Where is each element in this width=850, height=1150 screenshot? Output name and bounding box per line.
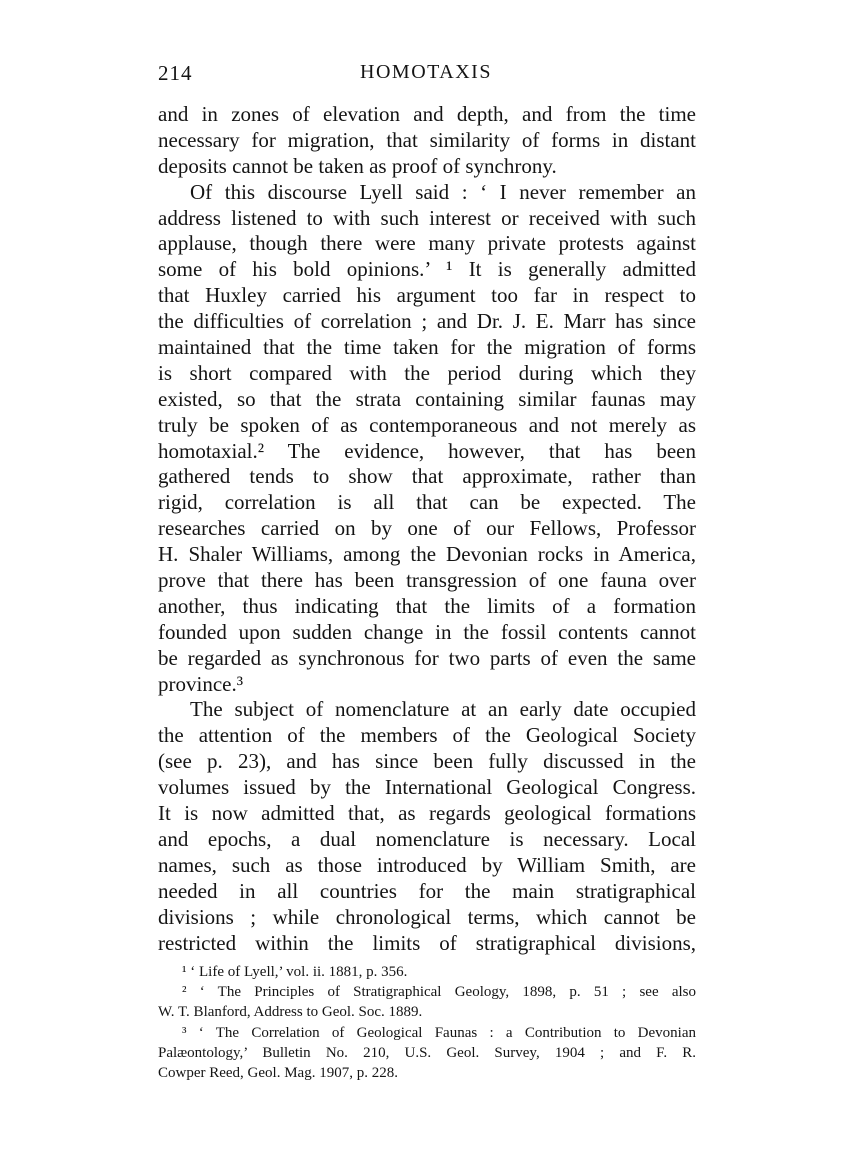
text-line: gathered tends to show that approximate, rather than (158, 464, 696, 489)
text-line: divisions ; while chronological terms, which cannot be (158, 904, 696, 929)
running-title: HOMOTAXIS (360, 61, 492, 83)
footnote-line: ² ‘ The Principles of Stratigraphical Geology, 1898, p. 51 ; see also (182, 984, 696, 1001)
text-line: and epochs, a dual nomenclature is necessary. Local (158, 826, 696, 851)
text-line: the difficulties of correlation ; and Dr. J. E. Marr has since (158, 309, 696, 334)
footnote-line: ¹ ‘ Life of Lyell,’ vol. ii. 1881, p. 356. (182, 964, 408, 980)
text-line: another, thus indicating that the limits of a formation (158, 593, 696, 618)
text-line: names, such as those introduced by William Smith, are (158, 852, 696, 877)
footnote-line: W. T. Blanford, Address to Geol. Soc. 1889. (158, 1004, 423, 1021)
text-line: be regarded as synchronous for two parts of even the same (158, 645, 696, 670)
text-line: existed, so that the strata containing similar faunas may (158, 386, 696, 411)
text-line: restricted within the limits of stratigraphical divisions, (158, 930, 696, 955)
footnote-line: Cowper Reed, Geol. Mag. 1907, p. 228. (158, 1064, 398, 1081)
text-line: and in zones of elevation and depth, and from the time (158, 102, 696, 126)
text-line: prove that there has been transgression of one fauna over (158, 568, 696, 593)
text-line: H. Shaler Williams, among the Devonian rocks in America, (158, 542, 696, 567)
text-line: It is now admitted that, as regards geological formations (158, 801, 696, 826)
text-line: the attention of the members of the Geological Society (158, 723, 696, 748)
footnote-line: Palæontology,’ Bulletin No. 210, U.S. Geol. Survey, 1904 ; and F. R. (158, 1044, 696, 1061)
text-line: needed in all countries for the main stratigraphical (158, 878, 696, 903)
text-line: rigid, correlation is all that can be expected. The (158, 490, 696, 515)
footnote-line: ³ ‘ The Correlation of Geological Faunas : a Contribution to Devonian (182, 1024, 696, 1041)
text-line: some of his bold opinions.’ ¹ It is generally admitted (158, 257, 696, 282)
page-header (158, 61, 694, 87)
text-line: applause, though there were many private protests against (158, 231, 696, 256)
text-line: (see p. 23), and has since been fully discussed in the (158, 749, 696, 774)
text-line: province.³ (158, 671, 244, 696)
text-line: truly be spoken of as contemporaneous and not merely as (158, 412, 696, 437)
body-text (158, 102, 696, 956)
footnotes (158, 962, 696, 1083)
text-line: address listened to with such interest or received with such (158, 205, 696, 230)
text-line: homotaxial.² The evidence, however, that has been (158, 438, 696, 463)
page-number: 214 (158, 61, 193, 85)
text-line: researches carried on by one of our Fellows, Professor (158, 516, 696, 541)
text-line: that Huxley carried his argument too far in respect to (158, 283, 696, 308)
text-line: deposits cannot be taken as proof of synchrony. (158, 153, 557, 178)
text-line: maintained that the time taken for the migration of forms (158, 335, 696, 360)
text-line: The subject of nomenclature at an early date occupied (190, 697, 696, 722)
text-line: volumes issued by the International Geological Congress. (158, 775, 696, 800)
text-line: necessary for migration, that similarity of forms in distant (158, 127, 696, 152)
text-line: is short compared with the period during which they (158, 360, 696, 385)
text-line: Of this discourse Lyell said : ‘ I never remember an (190, 179, 696, 204)
text-line: founded upon sudden change in the fossil contents cannot (158, 619, 696, 644)
